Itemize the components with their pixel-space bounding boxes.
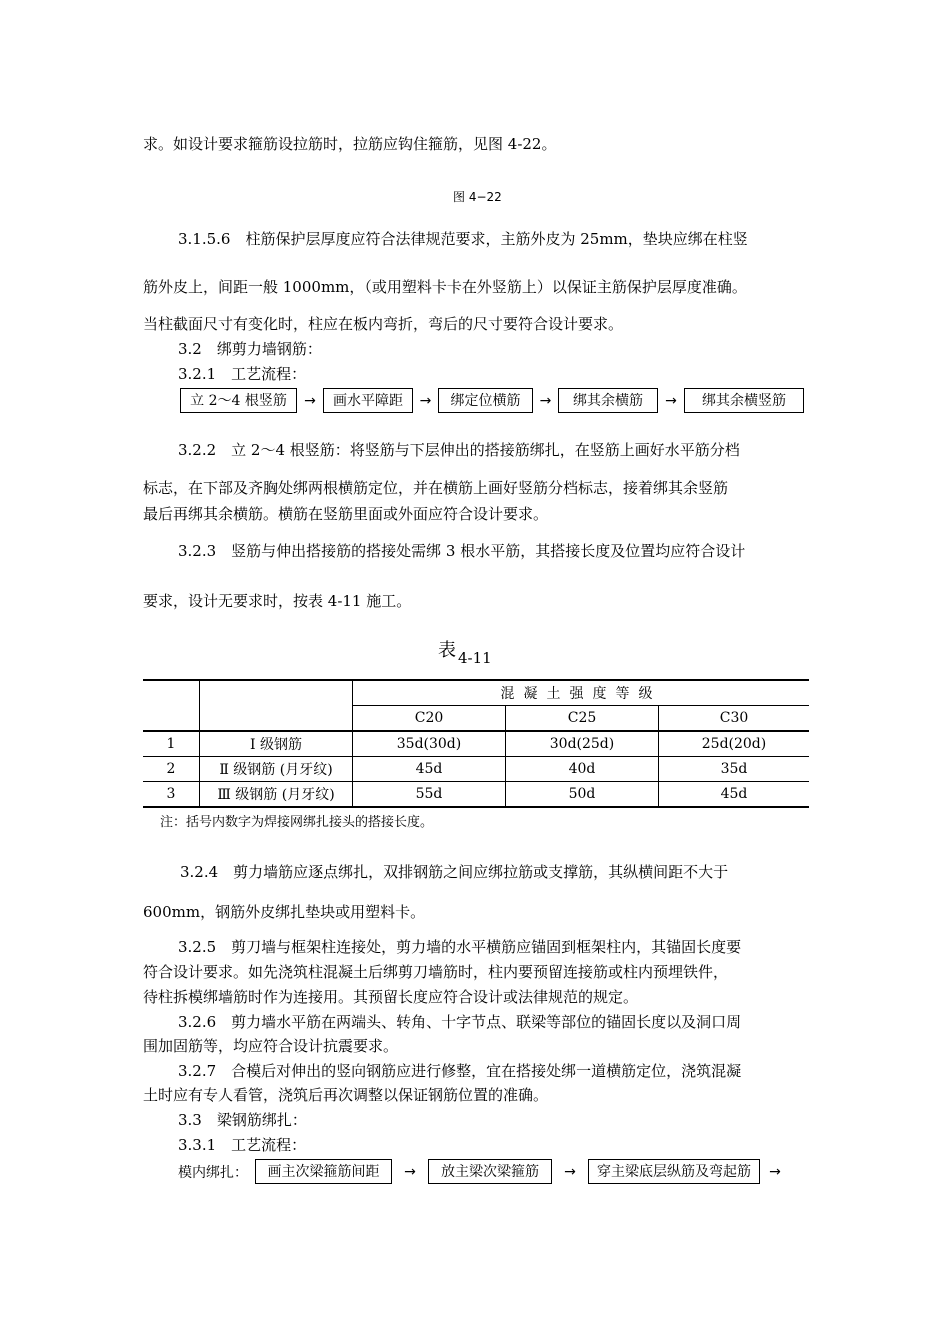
process-flow-wall [180,388,804,413]
table-cell-value: 45d [659,782,810,808]
clause-3-2-3-line1: 3.2.3 竖筋与伸出搭接筋的搭接处需绑 3 根水平筋，其搭接长度及位置均应符合设计 [178,542,746,560]
table-cell-value: 45d [353,757,506,782]
table-cell-no: 2 [143,757,200,782]
lap-length-table [143,679,809,808]
section-3-3-heading: 3.3 梁钢筋绑扎： [178,1111,307,1129]
table-note: 注：括号内数字为焊接网绑扎接头的搭接长度。 [160,815,434,830]
table-header-blank [143,680,200,731]
table-cell-value: 40d [506,757,659,782]
table-column-header: C30 [659,706,810,732]
clause-3-2-2-line2: 标志，在下部及齐胸处绑两根横筋定位，并在横筋上画好竖筋分档标志，接着绑其余竖筋 [143,479,729,497]
table-cell-value: 35d [659,757,810,782]
table-cell-type: Ⅱ 级钢筋 (月牙纹) [200,757,353,782]
table-cell-value: 25d(20d) [659,731,810,757]
table-title-label: 表 [438,640,456,661]
arrow-right-icon: → [665,392,677,409]
flow-step: 立 2～4 根竖筋 [180,388,297,413]
flow-step: 放主梁次梁箍筋 [428,1159,552,1184]
clause-3-2-1-heading: 3.2.1 工艺流程： [178,365,307,383]
clause-3-2-3-line2: 要求，设计无要求时，按表 4-11 施工。 [143,592,412,610]
flow-step: 画主次梁箍筋间距 [255,1159,392,1184]
clause-3-3-1-heading: 3.3.1 工艺流程： [178,1136,307,1154]
table-column-header: C25 [506,706,659,732]
arrow-right-icon: → [539,392,552,409]
figure-caption: 图 4−22 [453,190,502,204]
flow-step: 画水平障距 [323,388,413,413]
table-cell-no: 1 [143,731,200,757]
table-cell-value: 35d(30d) [353,731,506,757]
arrow-right-icon: → [404,1163,416,1180]
table-column-header: C20 [353,706,506,732]
arrow-right-icon: → [564,1163,576,1180]
table-header-blank [200,680,353,731]
clause-3-2-5-line1: 3.2.5 剪刀墙与框架柱连接处，剪力墙的水平横筋应锚固到框架柱内，其锚固长度要 [178,938,742,956]
clause-3-2-6-line1: 3.2.6 剪力墙水平筋在两端头、转角、十字节点、联梁等部位的锚固长度以及洞口周 [178,1013,742,1031]
clause-3-2-2-line1: 3.2.2 立 2～4 根竖筋：将竖筋与下层伸出的搭接筋绑扎，在竖筋上画好水平筋分档 [178,441,740,459]
clause-3-2-7-line1: 3.2.7 合模后对伸出的竖向钢筋应进行修整，宜在搭接处绑一道横筋定位，浇筑混凝 [178,1062,742,1080]
clause-3-1-5-6-line1: 3.1.5.6 柱筋保护层厚度应符合法律规范要求，主筋外皮为 25mm，垫块应绑在柱竖 [178,230,748,248]
table-cell-type: Ⅰ 级钢筋 [200,731,353,757]
clause-3-2-6-line2: 围加固筋等，均应符合设计抗震要求。 [143,1037,399,1055]
table-cell-value: 55d [353,782,506,808]
clause-3-1-5-6-line2: 筋外皮上，间距一般 1000mm，（或用塑料卡卡在外竖筋上）以保证主筋保护层厚度准确。 [143,278,747,296]
arrow-right-icon: → [769,1163,781,1180]
flow-step: 绑其余横竖筋 [684,388,804,413]
table-cell-no: 3 [143,782,200,808]
flow-step: 绑定位横筋 [438,388,533,413]
section-3-2-heading: 3.2 绑剪力墙钢筋： [178,340,322,358]
flow-label: 模内绑扎： [178,1164,248,1181]
table-cell-value: 30d(25d) [506,731,659,757]
clause-3-2-5-line2: 符合设计要求。如先浇筑柱混凝土后绑剪刀墙筋时，柱内要预留连接筋或柱内预埋铁件， [143,963,729,981]
paragraph-continuation: 求。如设计要求箍筋设拉筋时，拉筋应钩住箍筋，见图 4-22。 [143,135,557,153]
table-cell-value: 50d [506,782,659,808]
clause-3-2-5-line3: 待柱拆模绑墙筋时作为连接用。其预留长度应符合设计或法律规范的规定。 [143,988,639,1006]
clause-3-2-7-line2: 土时应有专人看管，浇筑后再次调整以保证钢筋位置的准确。 [143,1086,549,1104]
clause-3-2-4-line2: 600mm，钢筋外皮绑扎垫块或用塑料卡。 [143,903,426,921]
arrow-right-icon: → [419,392,432,409]
table-group-header: 混凝土强度等级 [353,680,810,706]
flow-step: 绑其余横筋 [558,388,658,413]
process-flow-beam [178,1159,790,1184]
clause-3-2-2-line3: 最后再绑其余横筋。横筋在竖筋里面或外面应符合设计要求。 [143,505,549,523]
arrow-right-icon: → [304,392,316,409]
table-cell-type: Ⅲ 级钢筋 (月牙纹) [200,782,353,808]
clause-3-1-5-6-line3: 当柱截面尺寸有变化时，柱应在板内弯折，弯后的尺寸要符合设计要求。 [143,315,624,333]
table-title-number: 4-11 [458,649,492,667]
clause-3-2-4-line1: 3.2.4 剪力墙筋应逐点绑扎，双排钢筋之间应绑拉筋或支撑筋，其纵横间距不大于 [180,863,729,881]
flow-step: 穿主梁底层纵筋及弯起筋 [588,1159,760,1184]
